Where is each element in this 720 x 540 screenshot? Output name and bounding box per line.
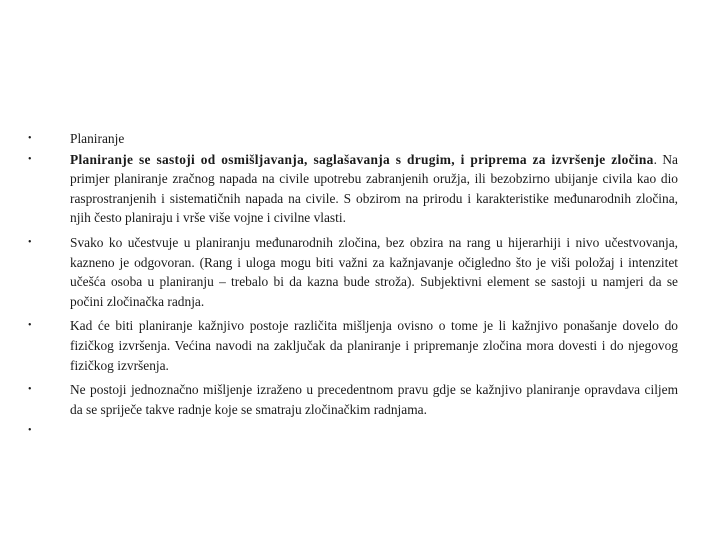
bullet-item: [28, 316, 678, 375]
bullet-text: Planiranje: [70, 131, 125, 146]
bullet-text: [70, 150, 678, 228]
bullet-icon: •: [28, 153, 32, 165]
bullet-lead-text: Planiranje se sastoji od osmišljavanja, saglašavanja s drugim, i priprema za izvršenje zločina: [70, 151, 654, 167]
bullet-icon: •: [28, 133, 32, 144]
bullet-text: [70, 421, 678, 440]
bullet-icon: •: [28, 236, 32, 248]
bullet-item-empty: [28, 421, 678, 440]
bullet-text: Ne postoji jednoznačno mišljenje izraženo u precedentnom pravu gdje se kažnjivo planiranje opravdava ciljem da se spriječe takve radnje koje se smatraju zločinačkim radnjama.: [70, 382, 678, 417]
bullet-item: [28, 380, 678, 419]
bullet-icon: •: [28, 425, 32, 437]
bullet-text: Kad će biti planiranje kažnjivo postoje različita mišljenja ovisno o tome je li kažnjivo ponašanje dovelo do fizičkog izvršenja. Većina navodi na zaključak da planiranje i pripremanje zločina mora dovesti i do njegovog fizičkog izvršenja.: [70, 318, 678, 373]
bullet-item: [28, 150, 678, 228]
bullet-icon: •: [28, 320, 32, 332]
bullet-item: [28, 129, 678, 149]
bullet-body-text: . Na primjer planiranje zračnog napada na civile upotrebu zabranjenih oružja, ili bezobzirno ubijanje civila kao dio rasprostranjenih i sistematičnih napada na civile. S obzirom na prirodu i karakteristike međunarodnih zločina, njih često planiraju i vrše više vojne i civilne vlasti.: [70, 151, 678, 226]
bullet-list: [28, 129, 678, 440]
bullet-item: [28, 233, 678, 311]
bullet-icon: •: [28, 384, 32, 396]
bullet-text: Svako ko učestvuje u planiranju međunarodnih zločina, bez obzira na rang u hijerarhiji i nivo učestvovanja, kazneno je odgovoran. (Rang i uloga mogu biti važni za kažnjavanje očigledno što je viši položaj i intenzitet učešća osoba u planiranju – trebalo bi da kazna bude stroža). Subjektivni element se sastoji u namjeri da se počini zločinačka radnja.: [70, 234, 678, 309]
